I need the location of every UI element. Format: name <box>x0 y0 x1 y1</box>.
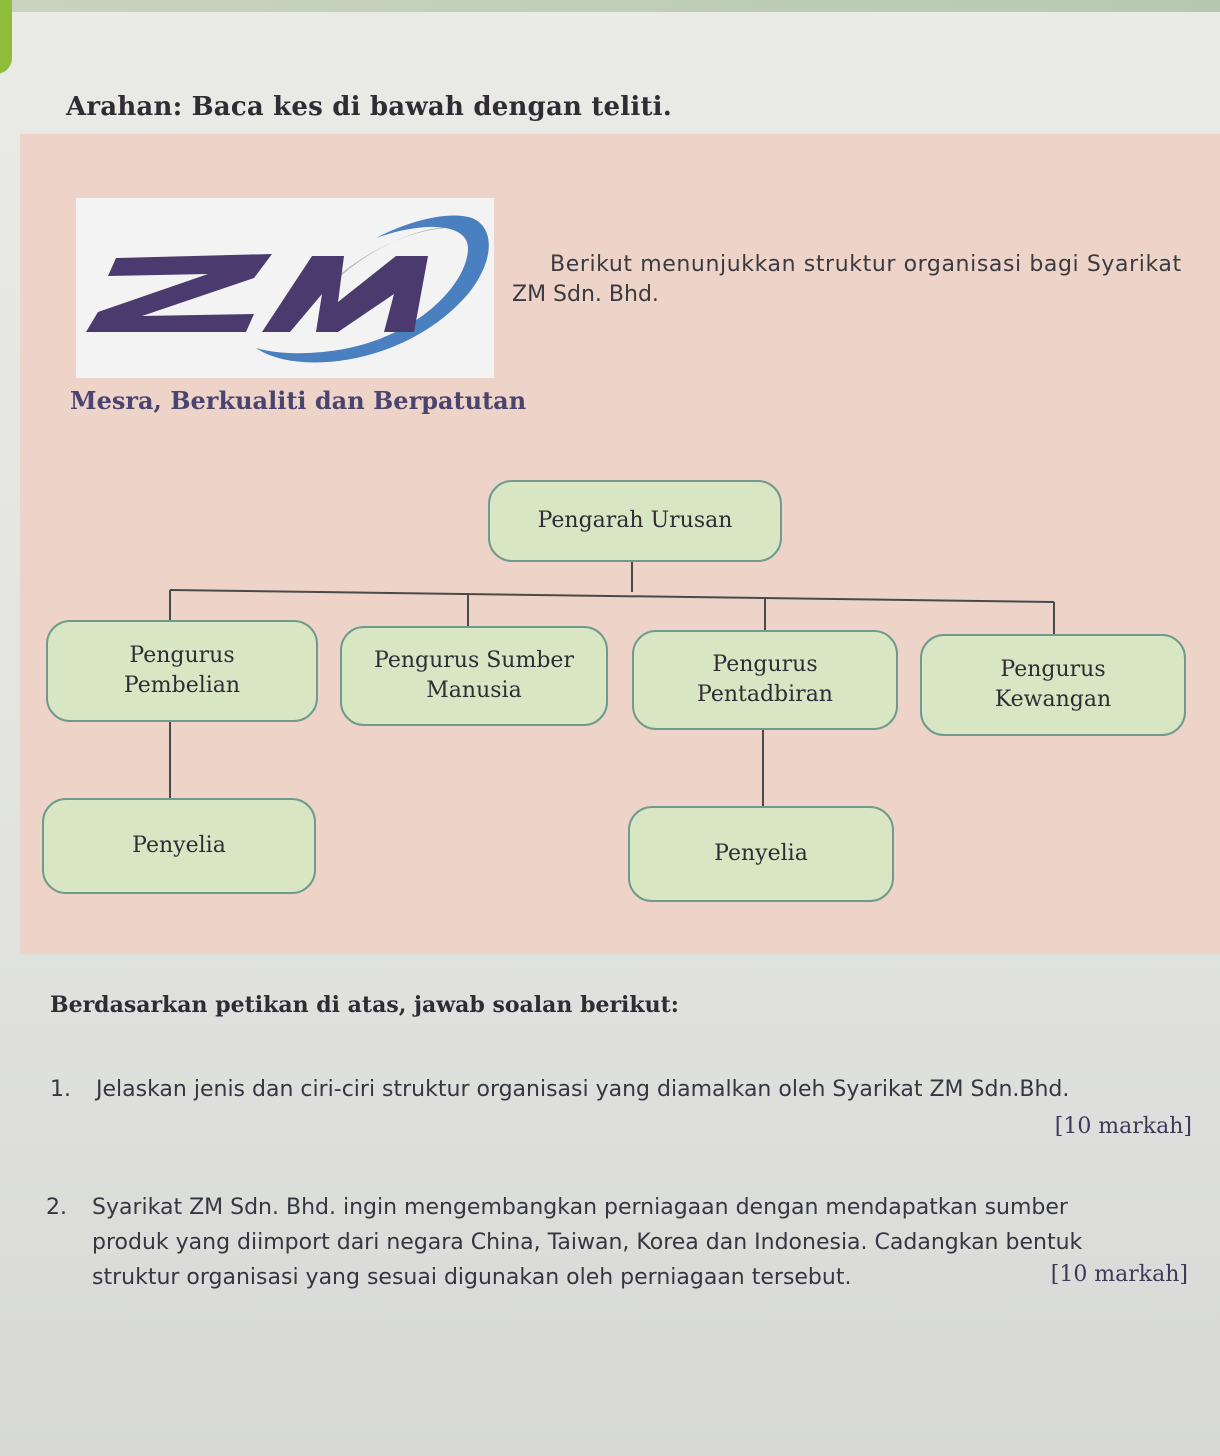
company-tagline: Mesra, Berkualiti dan Berpatutan <box>70 386 527 415</box>
node-managing-director <box>488 480 782 562</box>
node-finance-manager <box>920 634 1186 736</box>
question-2-marks: [10 markah] <box>1050 1262 1188 1287</box>
instruction-heading: Arahan: Baca kes di bawah dengan teliti. <box>66 92 672 122</box>
question-text-line: Syarikat ZM Sdn. Bhd. ingin mengembangkan perniagaan dengan mendapatkan sumber <box>92 1195 1068 1220</box>
node-hr-manager <box>340 626 608 726</box>
question-number: 1. <box>50 1077 71 1102</box>
intro-line-1: Berikut menunjukkan struktur organisasi bagi Syarikat <box>550 252 1182 277</box>
node-supervisor-purchasing <box>42 798 316 894</box>
question-number: 2. <box>46 1195 67 1220</box>
question-text-line: produk yang diimport dari negara China, Taiwan, Korea dan Indonesia. Cadangkan bentuk <box>92 1230 1083 1255</box>
node-purchasing-manager <box>46 620 318 722</box>
question-1 <box>50 1072 1200 1112</box>
node-supervisor-admin <box>628 806 894 902</box>
question-text-line: struktur organisasi yang sesuai digunakan oleh perniagaan tersebut. <box>92 1265 852 1290</box>
node-admin-manager <box>632 630 898 730</box>
node-label: Pengarah Urusan <box>537 508 733 533</box>
node-label: Pengurus Pembelian <box>123 643 241 698</box>
questions-heading: Berdasarkan petikan di atas, jawab soalan berikut: <box>50 992 679 1018</box>
node-label: Pengurus Pentadbiran <box>697 652 833 707</box>
node-label: Pengurus Sumber Manusia <box>374 648 574 703</box>
node-label: Pengurus Kewangan <box>994 657 1112 712</box>
node-label: Penyelia <box>714 841 808 866</box>
intro-line-2: ZM Sdn. Bhd. <box>512 282 659 307</box>
node-label: Penyelia <box>132 833 226 858</box>
question-1-marks: [10 markah] <box>1054 1114 1192 1139</box>
question-2 <box>46 1190 1196 1300</box>
question-text-line: Jelaskan jenis dan ciri-ciri struktur organisasi yang diamalkan oleh Syarikat ZM Sdn.Bhd. <box>96 1077 1070 1102</box>
